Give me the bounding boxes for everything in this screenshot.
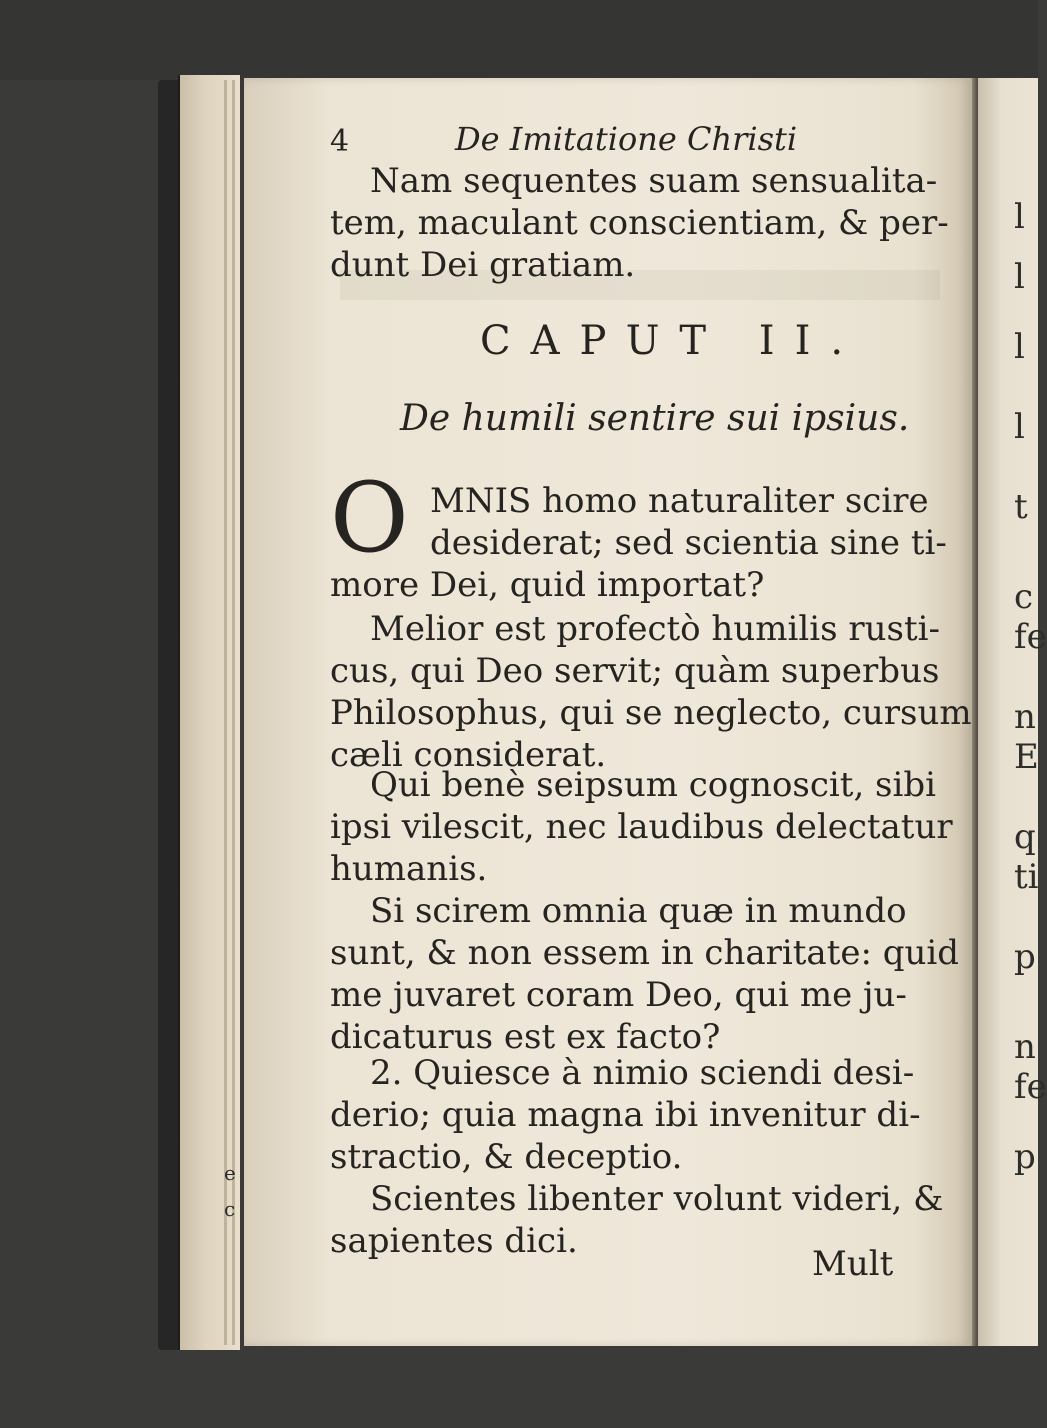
- text-line: tem, maculant conscientiam, & per-: [330, 203, 949, 243]
- next-page-glyph: n: [1014, 1027, 1036, 1067]
- spine-letter-e: e: [224, 1161, 236, 1185]
- text-line: more Dei, quid importat?: [330, 565, 765, 605]
- text-line: dunt Dei gratiam.: [330, 245, 636, 285]
- spine-lettering: [216, 1000, 246, 1230]
- page-number: 4: [330, 124, 350, 159]
- spine-letter-c: c: [224, 1197, 236, 1221]
- text-line: Si scirem omnia quæ in mundo: [370, 891, 907, 931]
- text-line: Melior est profectò humilis rusti-: [370, 609, 940, 649]
- text-line: MNIS homo naturaliter scire: [430, 481, 929, 521]
- next-page-glyph: fe: [1014, 617, 1047, 657]
- text-line: sunt, & non essem in charitate: quid: [330, 933, 960, 973]
- running-title: De Imitatione Christi: [455, 120, 798, 158]
- next-page-glyph: E: [1014, 737, 1039, 777]
- next-page-glyph: t: [1014, 487, 1028, 527]
- text-line: derio; quia magna ibi invenitur di-: [330, 1095, 921, 1135]
- chapter-heading: CAPUT II.: [480, 318, 864, 364]
- text-line: 2. Quiesce à nimio sciendi desi-: [370, 1053, 915, 1093]
- next-page-glyph: l: [1014, 257, 1025, 297]
- text-line: desiderat; sed scientia sine ti-: [430, 523, 947, 563]
- backdrop: [0, 0, 1038, 80]
- text-line: cus, qui Deo servit; quàm superbus: [330, 651, 940, 691]
- right-page-edge: [978, 78, 1047, 1346]
- next-page-glyph: l: [1014, 327, 1025, 367]
- text-line: ipsi vilescit, nec laudibus delectatur: [330, 807, 953, 847]
- next-page-glyph: l: [1014, 407, 1025, 447]
- catchword: Mult: [812, 1244, 894, 1284]
- text-line: me juvaret coram Deo, qui me ju-: [330, 975, 907, 1015]
- next-page-glyph: n: [1014, 697, 1036, 737]
- text-line: cæli considerat.: [330, 735, 607, 775]
- text-line: humanis.: [330, 849, 488, 889]
- text-line: Scientes libenter volunt videri, &: [370, 1179, 944, 1219]
- text-line: dicaturus est ex facto?: [330, 1017, 721, 1057]
- next-page-glyph: p: [1014, 937, 1036, 977]
- drop-cap: O: [330, 462, 409, 574]
- chapter-subtitle: De humili sentire sui ipsius.: [400, 398, 910, 439]
- next-page-glyph: c: [1014, 577, 1034, 617]
- next-page-glyph: p: [1014, 1137, 1036, 1177]
- text-line: Nam sequentes suam sensualita-: [370, 161, 938, 201]
- next-page-glyph: q: [1014, 817, 1036, 857]
- next-page-glyph: l: [1014, 197, 1025, 237]
- next-page-glyph: fe: [1014, 1067, 1047, 1107]
- text-line: stractio, & deceptio.: [330, 1137, 683, 1177]
- next-page-glyph: ti: [1014, 857, 1039, 897]
- text-line: sapientes dici.: [330, 1221, 578, 1261]
- text-line: Qui benè seipsum cognoscit, sibi: [370, 765, 937, 805]
- text-line: Philosophus, qui se neglecto, cursum: [330, 693, 972, 733]
